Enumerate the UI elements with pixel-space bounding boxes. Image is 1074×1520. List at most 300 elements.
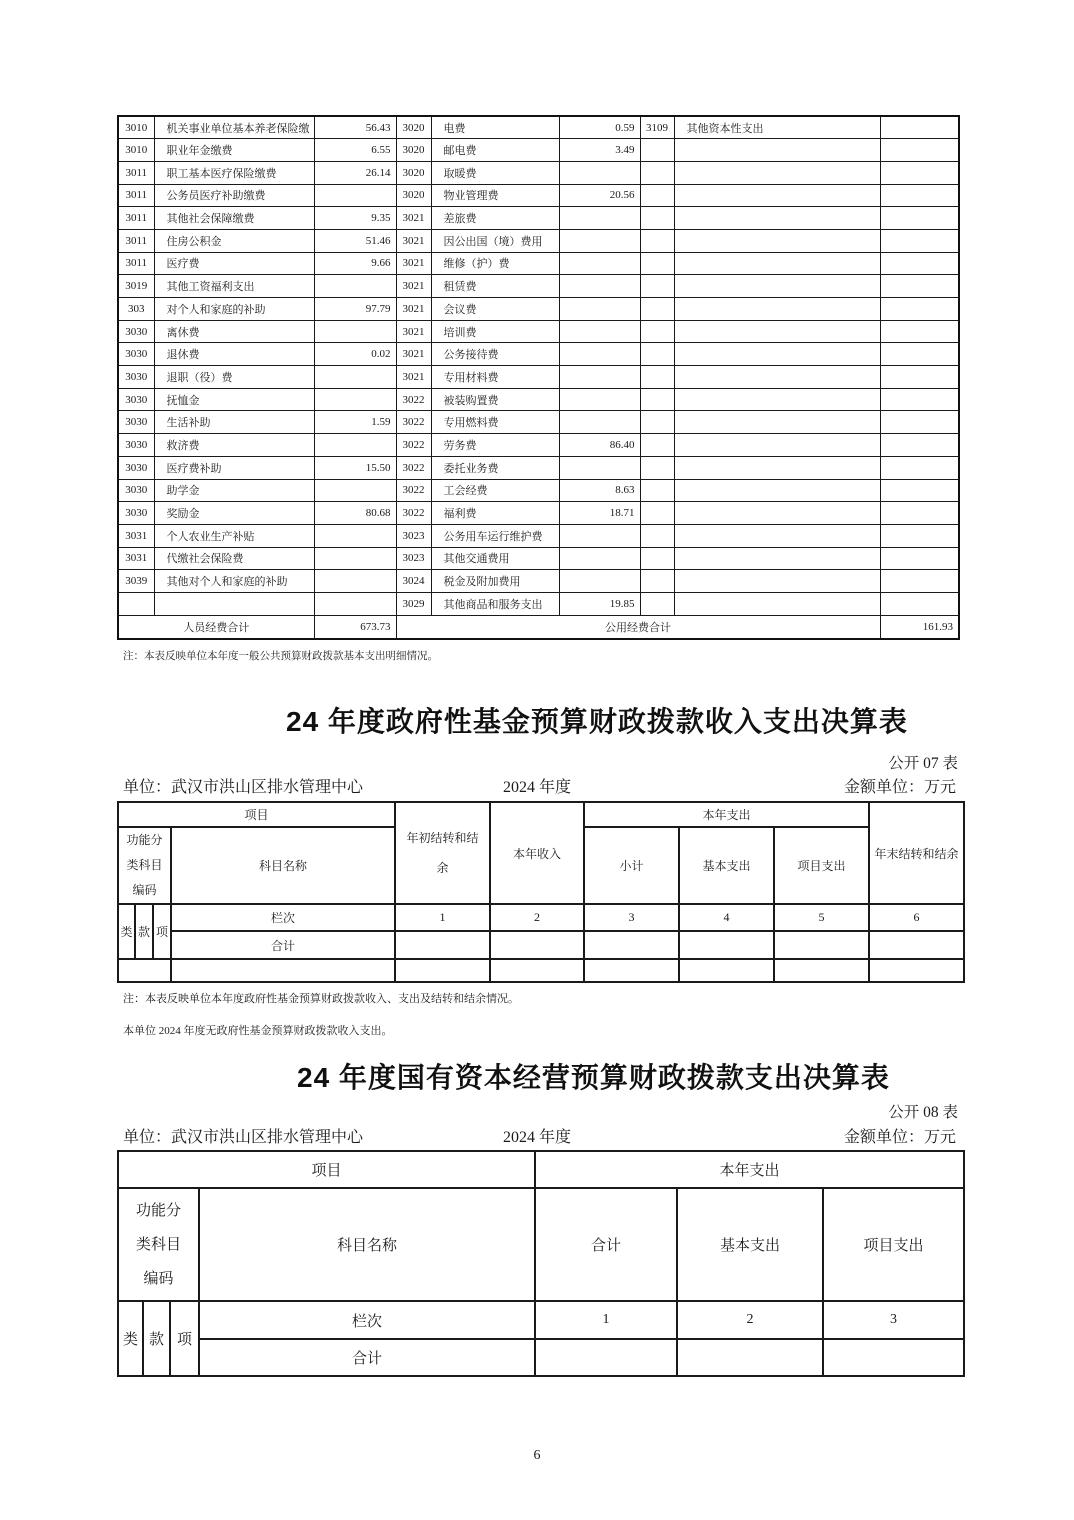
col-num: 5 — [774, 904, 869, 931]
name-cell: 租赁费 — [431, 275, 559, 298]
name-cell: 抚恤金 — [154, 388, 314, 411]
value-cell: 80.68 — [314, 502, 396, 525]
code-cell: 303 — [118, 298, 154, 321]
name-cell: 其他资本性支出 — [674, 116, 880, 139]
value-cell — [880, 366, 959, 389]
name-cell: 对个人和家庭的补助 — [154, 298, 314, 321]
value-cell: 51.46 — [314, 229, 396, 252]
value-cell — [559, 456, 640, 479]
table-row — [118, 275, 959, 298]
header-subtotal: 小计 — [584, 827, 679, 904]
value-cell: 15.50 — [314, 456, 396, 479]
table-total-row — [118, 615, 959, 639]
table-row — [118, 388, 959, 411]
name-cell — [674, 298, 880, 321]
value-cell: 9.66 — [314, 252, 396, 275]
code-cell — [640, 456, 674, 479]
code-cell: 3011 — [118, 161, 154, 184]
name-cell — [674, 570, 880, 593]
name-cell: 电费 — [431, 116, 559, 139]
value-cell — [314, 434, 396, 457]
table-row — [118, 592, 959, 615]
value-cell — [559, 298, 640, 321]
code-cell: 3023 — [396, 547, 431, 570]
value-cell — [880, 570, 959, 593]
code-cell: 3021 — [396, 320, 431, 343]
name-cell — [674, 479, 880, 502]
value-cell — [559, 388, 640, 411]
table-row — [118, 502, 959, 525]
table-row — [118, 524, 959, 547]
name-cell — [674, 547, 880, 570]
state-capital-sheet-no: 公开 08 表 — [888, 1104, 958, 1121]
code-cell: 3021 — [396, 207, 431, 230]
code-cell: 3011 — [118, 207, 154, 230]
value-cell — [880, 388, 959, 411]
name-cell — [674, 161, 880, 184]
name-cell — [674, 343, 880, 366]
code-cell: 3021 — [396, 252, 431, 275]
value-cell: 9.35 — [314, 207, 396, 230]
code-cell — [640, 434, 674, 457]
value-cell — [880, 434, 959, 457]
code-cell: 3021 — [396, 229, 431, 252]
name-cell: 职工基本医疗保险缴费 — [154, 161, 314, 184]
header-category: 类 — [118, 904, 135, 959]
name-cell — [674, 252, 880, 275]
header-function-code-line3: 编码 — [143, 1270, 174, 1287]
code-cell: 3019 — [118, 275, 154, 298]
header-total: 合计 — [535, 1188, 677, 1301]
code-cell: 3030 — [118, 479, 154, 502]
code-cell — [640, 298, 674, 321]
value-cell — [314, 547, 396, 570]
table-row — [118, 252, 959, 275]
value-cell — [880, 411, 959, 434]
value-cell: 8.63 — [559, 479, 640, 502]
value-cell — [559, 366, 640, 389]
code-cell: 3020 — [396, 116, 431, 139]
value-cell: 26.14 — [314, 161, 396, 184]
name-cell: 医疗费补助 — [154, 456, 314, 479]
name-cell: 其他社会保障缴费 — [154, 207, 314, 230]
value-cell: 1.59 — [314, 411, 396, 434]
empty-cell — [677, 1339, 823, 1376]
header-end-balance: 年末结转和结余 — [869, 802, 964, 904]
code-cell: 3011 — [118, 229, 154, 252]
value-cell — [880, 502, 959, 525]
personnel-total-value: 673.73 — [314, 615, 396, 639]
name-cell: 机关事业单位基本养老保险缴 — [154, 116, 314, 139]
header-year-expenditure: 本年支出 — [535, 1151, 964, 1188]
code-cell: 3011 — [118, 252, 154, 275]
code-cell: 3022 — [396, 388, 431, 411]
name-cell: 其他对个人和家庭的补助 — [154, 570, 314, 593]
code-cell — [640, 207, 674, 230]
table-row — [118, 207, 959, 230]
name-cell: 邮电费 — [431, 139, 559, 162]
gov-fund-meta-line — [117, 774, 958, 794]
table-row — [118, 434, 959, 457]
header-year-income: 本年收入 — [490, 802, 584, 904]
name-cell: 差旅费 — [431, 207, 559, 230]
code-cell: 3020 — [396, 184, 431, 207]
header-function-code-line2: 类科目 — [126, 858, 163, 872]
code-cell: 3021 — [396, 298, 431, 321]
name-cell — [674, 139, 880, 162]
col-num: 1 — [395, 904, 490, 931]
empty-cell — [584, 931, 679, 959]
name-cell — [674, 207, 880, 230]
value-cell — [559, 343, 640, 366]
header-basic-expenditure: 基本支出 — [679, 827, 774, 904]
code-cell: 3022 — [396, 502, 431, 525]
name-cell — [674, 229, 880, 252]
name-cell — [674, 434, 880, 457]
header-project-expenditure: 项目支出 — [774, 827, 869, 904]
value-cell — [314, 275, 396, 298]
code-cell: 3020 — [396, 139, 431, 162]
header-begin-balance-line1: 年初结转和结 — [406, 831, 479, 845]
value-cell — [314, 479, 396, 502]
code-cell: 3029 — [396, 592, 431, 615]
name-cell: 住房公积金 — [154, 229, 314, 252]
value-cell — [880, 547, 959, 570]
public-total-label: 公用经费合计 — [396, 615, 880, 639]
code-cell — [640, 592, 674, 615]
name-cell: 助学金 — [154, 479, 314, 502]
code-cell — [640, 547, 674, 570]
gov-fund-sheet-no: 公开 07 表 — [888, 755, 958, 772]
state-capital-amount-unit: 金额单位：万元 — [843, 1129, 956, 1146]
table-row — [118, 320, 959, 343]
gov-fund-unit-label: 单位：武汉市洪山区排水管理中心 — [123, 779, 364, 796]
value-cell — [559, 275, 640, 298]
value-cell — [314, 184, 396, 207]
table-row — [118, 456, 959, 479]
name-cell: 退职（役）费 — [154, 366, 314, 389]
empty-cell — [679, 959, 774, 982]
value-cell — [880, 207, 959, 230]
value-cell — [559, 524, 640, 547]
name-cell: 奖励金 — [154, 502, 314, 525]
header-section: 款 — [143, 1301, 170, 1376]
gov-fund-amount-unit: 金额单位：万元 — [843, 779, 956, 796]
table-row — [118, 161, 959, 184]
empty-cell — [171, 959, 395, 982]
personnel-total-label: 人员经费合计 — [118, 615, 314, 639]
col-num: 2 — [677, 1301, 823, 1339]
col-num: 3 — [823, 1301, 964, 1339]
total-row-label: 合计 — [199, 1339, 535, 1376]
empty-cell — [869, 931, 964, 959]
name-cell: 被装购置费 — [431, 388, 559, 411]
empty-cell — [869, 959, 964, 982]
value-cell — [880, 229, 959, 252]
gov-fund-year-label: 2024 年度 — [503, 779, 572, 796]
code-cell — [118, 592, 154, 615]
value-cell: 20.56 — [559, 184, 640, 207]
code-cell: 3030 — [118, 320, 154, 343]
header-begin-balance — [395, 802, 490, 904]
value-cell — [880, 298, 959, 321]
name-cell: 维修（护）费 — [431, 252, 559, 275]
value-cell — [880, 184, 959, 207]
state-capital-table-title: 24 年度国有资本经营预算财政拨款支出决算表 — [297, 1062, 890, 1093]
value-cell — [880, 139, 959, 162]
code-cell: 3021 — [396, 366, 431, 389]
value-cell: 86.40 — [559, 434, 640, 457]
code-cell: 3020 — [396, 161, 431, 184]
table-row — [118, 184, 959, 207]
code-cell — [640, 411, 674, 434]
table-row — [118, 411, 959, 434]
value-cell — [314, 366, 396, 389]
value-cell — [880, 524, 959, 547]
code-cell: 3021 — [396, 343, 431, 366]
name-cell — [674, 388, 880, 411]
empty-cell — [118, 959, 171, 982]
empty-cell — [395, 931, 490, 959]
state-capital-unit-label: 单位：武汉市洪山区排水管理中心 — [123, 1129, 364, 1146]
code-cell — [640, 343, 674, 366]
header-project: 项目 — [118, 802, 395, 827]
empty-cell — [774, 959, 869, 982]
value-cell — [880, 161, 959, 184]
empty-cell — [679, 931, 774, 959]
header-section: 款 — [135, 904, 153, 959]
header-item: 项 — [153, 904, 171, 959]
code-cell: 3024 — [396, 570, 431, 593]
code-cell: 3011 — [118, 184, 154, 207]
empty-cell — [584, 959, 679, 982]
header-item: 项 — [170, 1301, 199, 1376]
col-num: 3 — [584, 904, 679, 931]
code-cell: 3030 — [118, 434, 154, 457]
name-cell: 物业管理费 — [431, 184, 559, 207]
empty-cell — [490, 959, 584, 982]
value-cell: 56.43 — [314, 116, 396, 139]
col-num: 6 — [869, 904, 964, 931]
header-subject-name: 科目名称 — [199, 1188, 535, 1301]
name-cell: 会议费 — [431, 298, 559, 321]
name-cell: 其他交通费用 — [431, 547, 559, 570]
name-cell: 取暖费 — [431, 161, 559, 184]
code-cell: 3010 — [118, 139, 154, 162]
header-function-code-line3: 编码 — [132, 883, 157, 897]
code-cell — [640, 570, 674, 593]
value-cell — [880, 252, 959, 275]
name-cell: 因公出国（境）费用 — [431, 229, 559, 252]
name-cell: 退休费 — [154, 343, 314, 366]
name-cell: 税金及附加费用 — [431, 570, 559, 593]
value-cell — [314, 388, 396, 411]
name-cell: 代缴社会保险费 — [154, 547, 314, 570]
basic-expenditure-rows — [118, 116, 959, 615]
code-cell: 3030 — [118, 456, 154, 479]
header-subject-name: 科目名称 — [171, 827, 395, 904]
value-cell — [880, 116, 959, 139]
value-cell: 18.71 — [559, 502, 640, 525]
header-year-expenditure: 本年支出 — [584, 802, 869, 827]
table06-note: 注：本表反映单位本年度一般公共预算财政拨款基本支出明细情况。 — [123, 651, 438, 662]
code-cell: 3022 — [396, 434, 431, 457]
header-function-code — [118, 1188, 199, 1301]
value-cell — [314, 570, 396, 593]
header-basic-expenditure: 基本支出 — [677, 1188, 823, 1301]
value-cell — [559, 570, 640, 593]
empty-cell — [823, 1339, 964, 1376]
name-cell — [674, 411, 880, 434]
table-row — [118, 479, 959, 502]
table-row — [118, 116, 959, 139]
header-project: 项目 — [118, 1151, 535, 1188]
value-cell — [559, 547, 640, 570]
value-cell — [314, 524, 396, 547]
name-cell: 劳务费 — [431, 434, 559, 457]
value-cell — [559, 161, 640, 184]
code-cell — [640, 388, 674, 411]
header-category: 类 — [118, 1301, 143, 1376]
name-cell: 生活补助 — [154, 411, 314, 434]
header-function-code-line2: 类科目 — [135, 1236, 181, 1253]
code-cell — [640, 252, 674, 275]
gov-fund-table — [117, 801, 965, 983]
value-cell — [880, 343, 959, 366]
code-cell: 3039 — [118, 570, 154, 593]
empty-cell — [490, 931, 584, 959]
name-cell: 公务接待费 — [431, 343, 559, 366]
code-cell — [640, 479, 674, 502]
empty-cell — [535, 1339, 677, 1376]
value-cell — [559, 320, 640, 343]
value-cell — [559, 207, 640, 230]
code-cell — [640, 366, 674, 389]
code-cell: 3021 — [396, 275, 431, 298]
name-cell: 委托业务费 — [431, 456, 559, 479]
name-cell: 公务用车运行维护费 — [431, 524, 559, 547]
name-cell — [154, 592, 314, 615]
table-row — [118, 547, 959, 570]
name-cell: 公务员医疗补助缴费 — [154, 184, 314, 207]
code-cell — [640, 320, 674, 343]
code-cell — [640, 502, 674, 525]
value-cell — [880, 320, 959, 343]
code-cell — [640, 524, 674, 547]
code-cell: 3022 — [396, 456, 431, 479]
name-cell: 培训费 — [431, 320, 559, 343]
col-num: 2 — [490, 904, 584, 931]
value-cell: 0.02 — [314, 343, 396, 366]
name-cell — [674, 524, 880, 547]
col-num: 1 — [535, 1301, 677, 1339]
code-cell: 3010 — [118, 116, 154, 139]
code-cell — [640, 184, 674, 207]
state-capital-year-label: 2024 年度 — [503, 1129, 572, 1146]
code-cell — [640, 139, 674, 162]
header-lanci: 栏次 — [171, 904, 395, 931]
public-total-value: 161.93 — [880, 615, 959, 639]
header-function-code-line1: 功能分 — [126, 833, 163, 847]
code-cell: 3031 — [118, 547, 154, 570]
name-cell — [674, 502, 880, 525]
code-cell: 3109 — [640, 116, 674, 139]
code-cell: 3030 — [118, 388, 154, 411]
value-cell — [314, 592, 396, 615]
value-cell: 19.85 — [559, 592, 640, 615]
header-project-expenditure: 项目支出 — [823, 1188, 964, 1301]
table-row — [118, 298, 959, 321]
name-cell: 其他商品和服务支出 — [431, 592, 559, 615]
gov-fund-note-2: 本单位 2024 年度无政府性基金预算财政拨款收入支出。 — [123, 1025, 393, 1037]
name-cell — [674, 184, 880, 207]
code-cell — [640, 161, 674, 184]
value-cell: 6.55 — [314, 139, 396, 162]
state-capital-table — [117, 1150, 965, 1377]
table-row — [118, 366, 959, 389]
code-cell: 3030 — [118, 502, 154, 525]
name-cell — [674, 275, 880, 298]
name-cell — [674, 592, 880, 615]
value-cell — [559, 252, 640, 275]
value-cell: 0.59 — [559, 116, 640, 139]
name-cell: 离休费 — [154, 320, 314, 343]
code-cell: 3022 — [396, 479, 431, 502]
table-row — [118, 570, 959, 593]
name-cell: 专用燃料费 — [431, 411, 559, 434]
code-cell — [640, 229, 674, 252]
value-cell — [559, 229, 640, 252]
value-cell — [559, 411, 640, 434]
code-cell: 3023 — [396, 524, 431, 547]
name-cell: 专用材料费 — [431, 366, 559, 389]
header-lanci: 栏次 — [199, 1301, 535, 1339]
col-num: 4 — [679, 904, 774, 931]
code-cell — [640, 275, 674, 298]
code-cell: 3031 — [118, 524, 154, 547]
name-cell: 福利费 — [431, 502, 559, 525]
value-cell — [880, 479, 959, 502]
name-cell: 医疗费 — [154, 252, 314, 275]
name-cell: 职业年金缴费 — [154, 139, 314, 162]
basic-expenditure-table — [117, 115, 960, 640]
table-row — [118, 343, 959, 366]
code-cell: 3030 — [118, 343, 154, 366]
name-cell — [674, 320, 880, 343]
header-begin-balance-line2: 余 — [436, 861, 449, 875]
code-cell: 3022 — [396, 411, 431, 434]
gov-fund-note-1: 注：本表反映单位本年度政府性基金预算财政拨款收入、支出及结转和结余情况。 — [123, 993, 519, 1005]
table-row — [118, 229, 959, 252]
value-cell — [314, 320, 396, 343]
table-row — [118, 139, 959, 162]
name-cell: 其他工资福利支出 — [154, 275, 314, 298]
name-cell: 救济费 — [154, 434, 314, 457]
state-capital-meta-line — [117, 1124, 958, 1144]
total-row-label: 合计 — [171, 931, 395, 959]
name-cell: 个人农业生产补贴 — [154, 524, 314, 547]
header-function-code-line1: 功能分 — [135, 1202, 181, 1219]
value-cell — [880, 275, 959, 298]
name-cell — [674, 366, 880, 389]
value-cell — [880, 456, 959, 479]
gov-fund-table-title: 24 年度政府性基金预算财政拨款收入支出决算表 — [286, 706, 908, 737]
value-cell: 97.79 — [314, 298, 396, 321]
code-cell: 3030 — [118, 411, 154, 434]
value-cell — [880, 592, 959, 615]
code-cell: 3030 — [118, 366, 154, 389]
value-cell: 3.49 — [559, 139, 640, 162]
